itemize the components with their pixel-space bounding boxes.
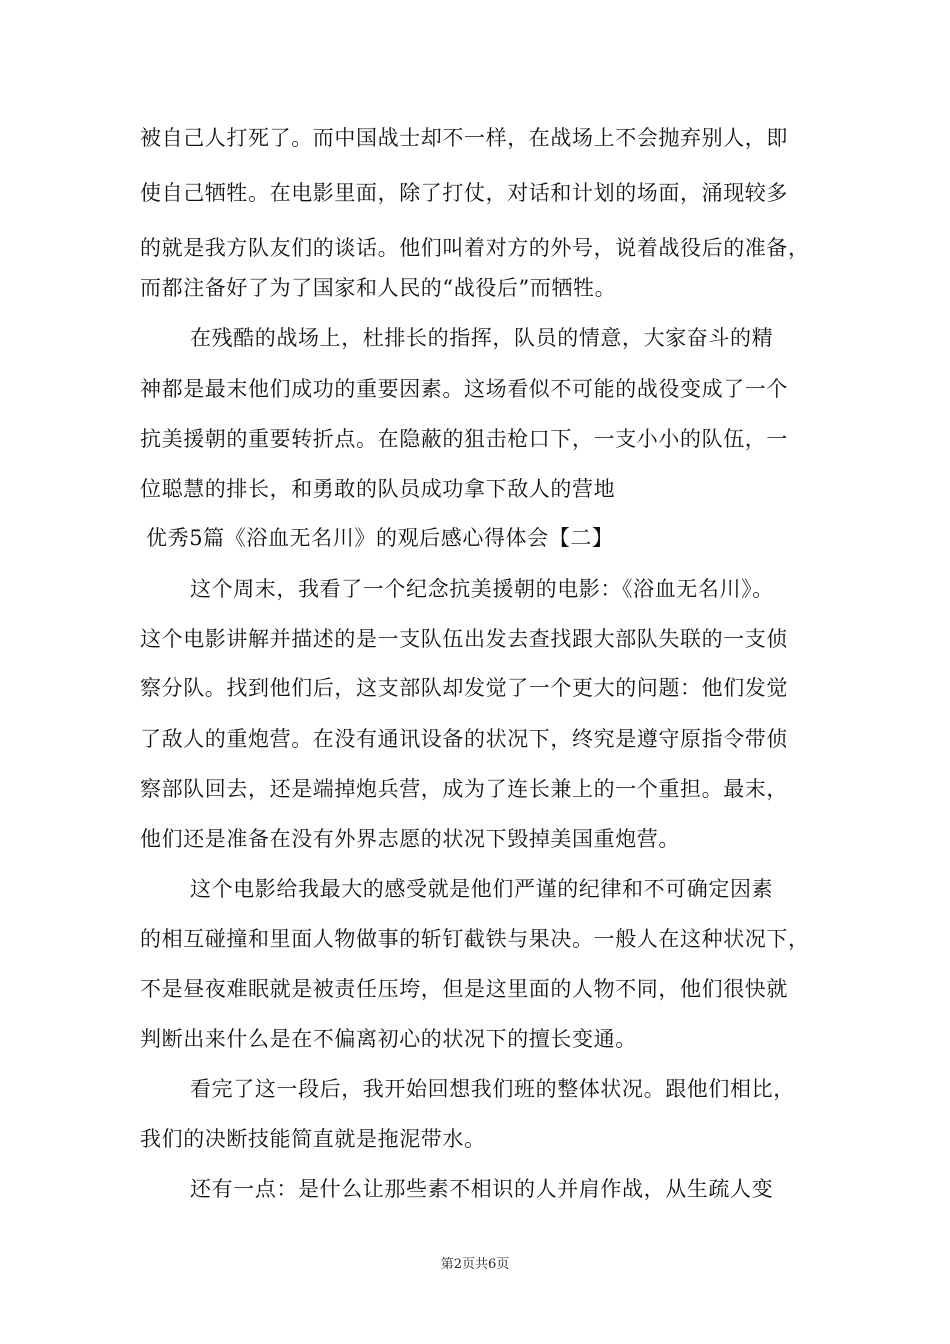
body-text-line: 看完了这一段后，我开始回想我们班的整体状况。跟他们相比， bbox=[190, 1077, 795, 1101]
body-text-line: 神都是最末他们成功的重要因素。这场看似不可能的战役变成了一个 bbox=[140, 377, 788, 401]
body-text-line: 抗美援朝的重要转折点。在隐蔽的狙击枪口下，一支小小的队伍，一 bbox=[140, 427, 788, 451]
body-text-line: 而都注备好了为了国家和人民的“战役后”而牺牲。 bbox=[140, 276, 617, 300]
body-text-line: 还有一点：是什么让那些素不相识的人并肩作战，从生疏人变 bbox=[190, 1177, 774, 1201]
body-text-line: 察部队回去，还是端掉炮兵营，成为了连长兼上的一个重担。最末， bbox=[140, 777, 788, 801]
body-text-line: 的就是我方队友们的谈话。他们叫着对方的外号，说着战役后的准备， bbox=[140, 236, 810, 260]
body-text-line: 被自己人打死了。而中国战士却不一样，在战场上不会抛弃别人，即 bbox=[140, 126, 788, 150]
body-text-line: 这个电影讲解并描述的是一支队伍出发去查找跟大部队失联的一支侦 bbox=[140, 627, 788, 651]
body-text-line: 的相互碰撞和里面人物做事的斩钉截铁与果决。一般人在这种状况下， bbox=[140, 927, 810, 951]
page-footer: 第2页共6页 bbox=[440, 1257, 510, 1272]
body-text-line: 位聪慧的排长，和勇敢的队员成功拿下敌人的营地 bbox=[140, 477, 616, 501]
body-text-line: 他们还是准备在没有外界志愿的状况下毁掉美国重炮营。 bbox=[140, 827, 680, 851]
body-text-line: 这个电影给我最大的感受就是他们严谨的纪律和不可确定因素 bbox=[190, 877, 774, 901]
body-text-line: 判断出来什么是在不偏离初心的状况下的擅长变通。 bbox=[140, 1027, 637, 1051]
body-text-line: 在残酷的战场上，杜排长的指挥，队员的情意，大家奋斗的精 bbox=[190, 326, 774, 350]
body-text-line: 不是昼夜难眠就是被责任压垮，但是这里面的人物不同，他们很快就 bbox=[140, 977, 788, 1001]
body-text-line: 了敌人的重炮营。在没有通讯设备的状况下，终究是遵守原指令带侦 bbox=[140, 727, 788, 751]
body-text-line: 使自己牺牲。在电影里面，除了打仗，对话和计划的场面，涌现较多 bbox=[140, 181, 788, 205]
body-text-line: 我们的决断技能简直就是拖泥带水。 bbox=[140, 1127, 486, 1151]
section-heading: 优秀5篇《浴血无名川》的观后感心得体会【二】 bbox=[146, 526, 614, 550]
body-text-line: 察分队。找到他们后，这支部队却发觉了一个更大的问题：他们发觉 bbox=[140, 676, 788, 700]
body-text-line: 这个周末，我看了一个纪念抗美援朝的电影：《浴血无名川》。 bbox=[190, 577, 774, 601]
